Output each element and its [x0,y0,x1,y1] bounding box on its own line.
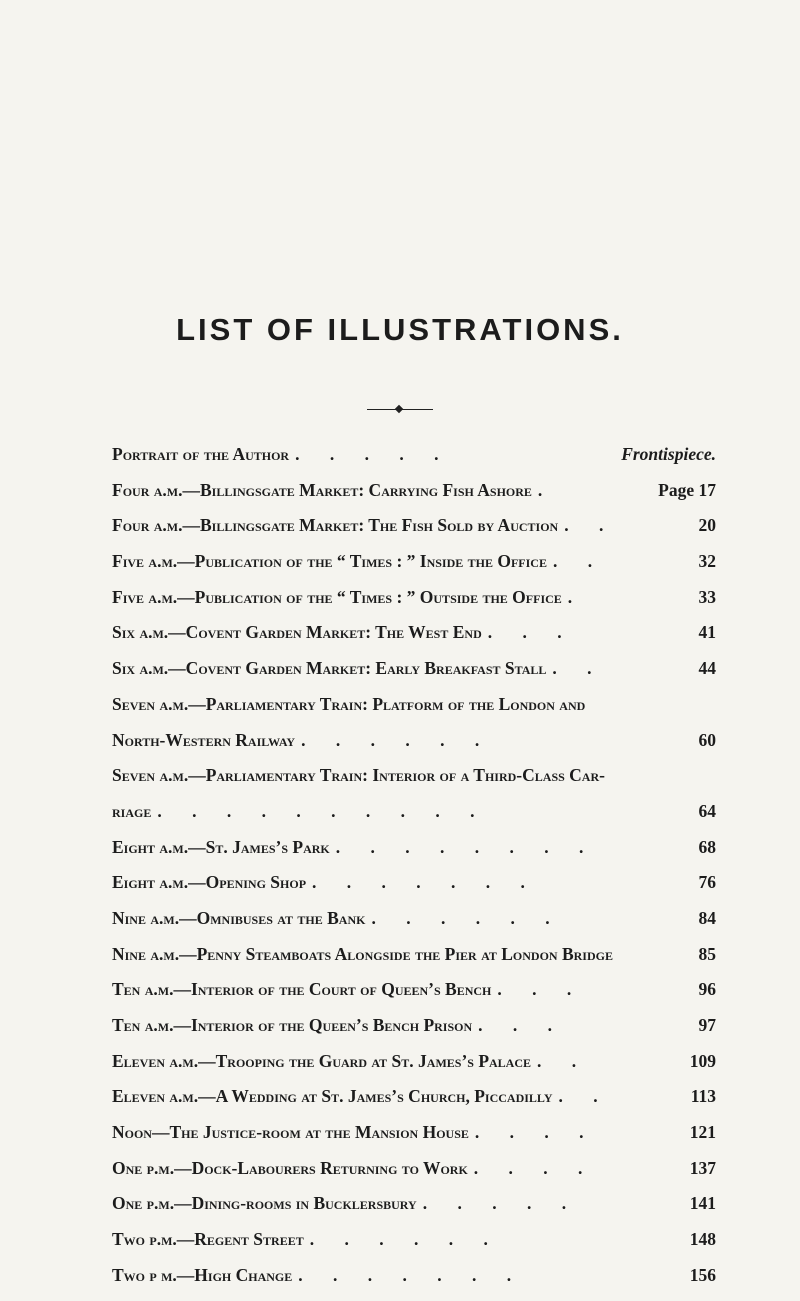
list-item [112,872,716,893]
entry-caption: Eight a.m.—St. James’s Park [112,836,330,857]
entry-caption: Noon—The Justice-room at the Mansion House [112,1122,469,1143]
dot-leader: . . . . . . [301,729,493,750]
entry-caption: One p.m.—Dining-rooms in Bucklersbury [112,1193,417,1214]
list-item [112,908,716,929]
entry-caption: Two p.m.—Regent Street [112,1229,304,1250]
entry-page: 76 [698,872,716,893]
entry-page: 68 [698,836,716,857]
entry-caption: Two p m.—High Change [112,1264,293,1285]
dot-leader: . . [564,515,617,536]
entry-caption: Seven a.m.—Parliamentary Train: Interior of a Third-Class Car- [112,765,605,786]
entry-page: 97 [698,1015,716,1035]
entry-caption: Nine a.m.—Omnibuses at the Bank [112,907,366,928]
list-item [112,551,716,572]
dot-leader: . . . . . [295,444,452,464]
entry-page: 113 [690,1086,716,1107]
entry-caption-continued: North-Western Railway [112,729,296,750]
page-title: LIST OF ILLUSTRATIONS. [176,312,624,347]
list-item [112,1193,716,1214]
entry-page: 156 [689,1264,716,1285]
entry-page: 148 [689,1229,716,1250]
list-item [112,587,716,608]
entry-page: 85 [698,943,716,964]
dot-leader: . . [552,551,606,572]
entry-caption: Five a.m.—Publication of the “ Times : ” Inside the Office [112,551,547,572]
dot-leader: . . . . . . . [312,872,538,893]
list-item [112,444,716,465]
dot-leader: . . . . . . . . . . [157,800,488,821]
entry-caption: Portrait of the Author [112,444,290,464]
list-item [112,515,716,536]
dot-leader: . . . . [473,1157,596,1178]
entry-page: Page 17 [658,479,716,500]
entry-caption: Six a.m.—Covent Garden Market: Early Breakfast Stall [112,658,547,679]
dot-leader: . . . . . . . . [335,836,597,857]
entry-caption: Six a.m.—Covent Garden Market: The West End [112,622,482,643]
list-item [112,622,716,643]
list-item [112,944,716,965]
list-item [112,694,716,751]
divider-ornament [367,409,433,410]
entry-page: 44 [698,658,716,679]
dot-leader: . . [537,1050,590,1071]
dot-leader: . . [552,658,605,679]
illustrations-list [112,444,716,1301]
entry-caption: Eleven a.m.—A Wedding at St. James’s Church, Piccadilly [112,1086,553,1107]
entry-page: 141 [689,1193,716,1214]
entry-caption: Four a.m.—Billingsgate Market: The Fish Sold by Auction [112,515,559,536]
list-item [112,837,716,858]
list-item [112,480,716,501]
dot-leader: . . . [497,979,585,1000]
entry-page: 109 [689,1050,716,1071]
entry-caption: Four a.m.—Billingsgate Market: Carrying Fish Ashore [112,479,532,500]
dot-leader: . [537,479,556,500]
dot-leader: . . . . [474,1122,597,1143]
entry-caption: One p.m.—Dock-Labourers Returning to Work [112,1157,468,1178]
dot-leader: . . . . . . . [298,1264,525,1285]
entry-page: 64 [698,800,716,821]
entry-page: 96 [698,979,716,1000]
entry-caption: Eight a.m.—Opening Shop [112,872,307,893]
diamond-icon [395,405,403,413]
entry-page: 84 [698,907,716,928]
dot-leader: . . . . . . [371,907,563,928]
list-item [112,1086,716,1107]
entry-page: Frontispiece. [621,444,716,464]
dot-leader: . [567,586,586,607]
entry-page: 32 [698,551,716,572]
entry-page: 33 [698,586,716,607]
entry-caption: Five a.m.—Publication of the “ Times : ” Outside the Office [112,586,562,607]
entry-page: 20 [698,515,716,536]
entry-caption: Nine a.m.—Penny Steamboats Alongside the Pier at London Bridge [112,943,613,964]
dot-leader: . . . [487,622,575,643]
dot-leader: . . . . . [422,1193,580,1214]
list-item [112,658,716,679]
entry-page: 60 [698,729,716,750]
entry-caption-continued: riage [112,800,152,821]
entry-page: 121 [689,1122,716,1143]
list-item [112,1015,716,1036]
list-item [112,979,716,1000]
entry-caption: Seven a.m.—Parliamentary Train: Platform of the London and [112,693,586,714]
list-item [112,765,716,822]
entry-page: 137 [689,1157,716,1178]
entry-page: 41 [698,622,716,643]
list-item [112,1158,716,1179]
dot-leader: . . . . . . [309,1229,501,1250]
list-item [112,1229,716,1250]
list-item [112,1051,716,1072]
entry-caption: Ten a.m.—Interior of the Queen’s Bench Prison [112,1015,473,1035]
entry-caption: Ten a.m.—Interior of the Court of Queen’s Bench [112,979,492,1000]
dot-leader: . . . [478,1015,566,1035]
list-item [112,1122,716,1143]
entry-caption: Eleven a.m.—Trooping the Guard at St. James’s Palace [112,1050,532,1071]
dot-leader: . . [558,1086,611,1107]
list-item [112,1265,716,1286]
